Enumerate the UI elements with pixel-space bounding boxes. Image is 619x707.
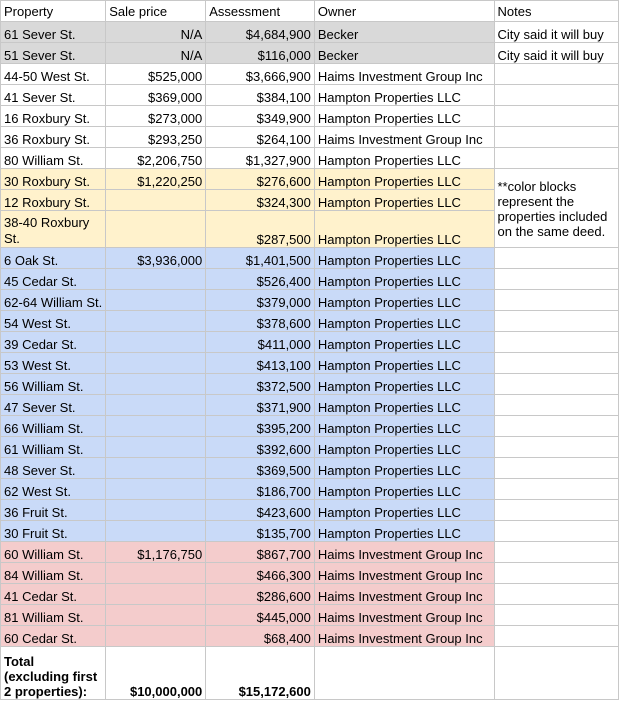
- cell-sale-price[interactable]: [106, 353, 206, 374]
- header-owner[interactable]: Owner: [314, 1, 494, 22]
- cell-notes[interactable]: City said it will buy: [494, 43, 619, 64]
- cell-owner[interactable]: Haims Investment Group Inc: [314, 584, 494, 605]
- cell-owner[interactable]: Hampton Properties LLC: [314, 311, 494, 332]
- cell-notes[interactable]: [494, 290, 619, 311]
- cell-assessment[interactable]: $411,000: [206, 332, 315, 353]
- cell-assessment[interactable]: $349,900: [206, 106, 315, 127]
- cell-assessment[interactable]: $372,500: [206, 374, 315, 395]
- cell-property[interactable]: 61 William St.: [1, 437, 106, 458]
- table-row: [1, 542, 619, 563]
- cell-property[interactable]: 48 Sever St.: [1, 458, 106, 479]
- cell-property[interactable]: 44-50 West St.: [1, 64, 106, 85]
- cell-owner[interactable]: Hampton Properties LLC: [314, 332, 494, 353]
- cell-owner[interactable]: Hampton Properties LLC: [314, 148, 494, 169]
- cell-owner[interactable]: Hampton Properties LLC: [314, 290, 494, 311]
- table-row: [1, 416, 619, 437]
- cell-assessment[interactable]: $1,327,900: [206, 148, 315, 169]
- cell-assessment[interactable]: $287,500: [206, 211, 315, 248]
- cell-notes[interactable]: [494, 626, 619, 647]
- cell-sale-price[interactable]: [106, 311, 206, 332]
- cell-assessment[interactable]: $324,300: [206, 190, 315, 211]
- cell-property[interactable]: 56 William St.: [1, 374, 106, 395]
- cell-assessment[interactable]: $423,600: [206, 500, 315, 521]
- table-row: [1, 85, 619, 106]
- cell-owner[interactable]: Hampton Properties LLC: [314, 106, 494, 127]
- cell-sale-price[interactable]: [106, 269, 206, 290]
- total-label[interactable]: Total (excluding first 2 properties):: [1, 647, 106, 700]
- cell-sale-price[interactable]: N/A: [106, 43, 206, 64]
- cell-property[interactable]: 60 Cedar St.: [1, 626, 106, 647]
- cell-sale-price[interactable]: $3,936,000: [106, 248, 206, 269]
- header-row: [1, 1, 619, 22]
- cell-assessment[interactable]: $186,700: [206, 479, 315, 500]
- cell-sale-price[interactable]: $1,176,750: [106, 542, 206, 563]
- table-row: [1, 332, 619, 353]
- cell-sale-price[interactable]: [106, 395, 206, 416]
- header-notes[interactable]: Notes: [494, 1, 619, 22]
- cell-notes[interactable]: City said it will buy: [494, 22, 619, 43]
- cell-property[interactable]: 30 Roxbury St.: [1, 169, 106, 190]
- cell-notes[interactable]: [494, 521, 619, 542]
- cell-notes[interactable]: [494, 64, 619, 85]
- cell-assessment[interactable]: $867,700: [206, 542, 315, 563]
- cell-sale-price[interactable]: $525,000: [106, 64, 206, 85]
- cell-sale-price[interactable]: [106, 437, 206, 458]
- cell-property[interactable]: 54 West St.: [1, 311, 106, 332]
- cell-sale-price[interactable]: [106, 211, 206, 248]
- table-row: [1, 43, 619, 64]
- cell-owner[interactable]: Hampton Properties LLC: [314, 353, 494, 374]
- cell-assessment[interactable]: $466,300: [206, 563, 315, 584]
- cell-property[interactable]: 12 Roxbury St.: [1, 190, 106, 211]
- cell-property[interactable]: 45 Cedar St.: [1, 269, 106, 290]
- table-row: [1, 605, 619, 626]
- cell-owner[interactable]: Hampton Properties LLC: [314, 269, 494, 290]
- cell-assessment[interactable]: $3,666,900: [206, 64, 315, 85]
- total-sale-price[interactable]: $10,000,000: [106, 647, 206, 700]
- cell-owner[interactable]: Haims Investment Group Inc: [314, 127, 494, 148]
- cell-assessment[interactable]: $413,100: [206, 353, 315, 374]
- cell-sale-price[interactable]: $273,000: [106, 106, 206, 127]
- cell-sale-price[interactable]: [106, 416, 206, 437]
- cell-property[interactable]: 62 West St.: [1, 479, 106, 500]
- cell-owner[interactable]: Hampton Properties LLC: [314, 169, 494, 190]
- table-row: [1, 584, 619, 605]
- cell-sale-price[interactable]: [106, 458, 206, 479]
- cell-property[interactable]: 60 William St.: [1, 542, 106, 563]
- cell-assessment[interactable]: $135,700: [206, 521, 315, 542]
- cell-property[interactable]: 81 William St.: [1, 605, 106, 626]
- cell-property[interactable]: 30 Fruit St.: [1, 521, 106, 542]
- cell-property[interactable]: 80 William St.: [1, 148, 106, 169]
- cell-assessment[interactable]: $526,400: [206, 269, 315, 290]
- cell-notes[interactable]: [494, 148, 619, 169]
- cell-notes[interactable]: [494, 106, 619, 127]
- cell-assessment[interactable]: $264,100: [206, 127, 315, 148]
- cell-notes[interactable]: [494, 437, 619, 458]
- cell-assessment[interactable]: $384,100: [206, 85, 315, 106]
- cell-sale-price[interactable]: [106, 374, 206, 395]
- cell-owner[interactable]: Hampton Properties LLC: [314, 479, 494, 500]
- cell-assessment[interactable]: $371,900: [206, 395, 315, 416]
- cell-assessment[interactable]: $4,684,900: [206, 22, 315, 43]
- cell-owner[interactable]: Hampton Properties LLC: [314, 190, 494, 211]
- table-row: [1, 290, 619, 311]
- cell-assessment[interactable]: $445,000: [206, 605, 315, 626]
- cell-notes[interactable]: [494, 269, 619, 290]
- cell-notes[interactable]: [494, 311, 619, 332]
- cell-sale-price[interactable]: [106, 563, 206, 584]
- cell-notes[interactable]: [494, 127, 619, 148]
- cell-assessment[interactable]: $392,600: [206, 437, 315, 458]
- cell-sale-price[interactable]: [106, 605, 206, 626]
- cell-sale-price[interactable]: [106, 290, 206, 311]
- cell-owner[interactable]: Hampton Properties LLC: [314, 211, 494, 248]
- cell-assessment[interactable]: $379,000: [206, 290, 315, 311]
- cell-property[interactable]: 41 Cedar St.: [1, 584, 106, 605]
- table-row: [1, 500, 619, 521]
- cell-property[interactable]: 62-64 William St.: [1, 290, 106, 311]
- cell-notes[interactable]: [494, 563, 619, 584]
- table-row: [1, 374, 619, 395]
- cell-notes[interactable]: [494, 332, 619, 353]
- table-row: [1, 458, 619, 479]
- table-row: [1, 521, 619, 542]
- cell-owner[interactable]: Haims Investment Group Inc: [314, 542, 494, 563]
- cell-property[interactable]: 47 Sever St.: [1, 395, 106, 416]
- cell-property[interactable]: 84 William St.: [1, 563, 106, 584]
- cell-owner[interactable]: Hampton Properties LLC: [314, 458, 494, 479]
- table-row: [1, 311, 619, 332]
- cell-notes[interactable]: [494, 353, 619, 374]
- cell-sale-price[interactable]: N/A: [106, 22, 206, 43]
- cell-owner[interactable]: Hampton Properties LLC: [314, 374, 494, 395]
- cell-notes[interactable]: [494, 479, 619, 500]
- cell-property[interactable]: 38-40 Roxbury St.: [1, 211, 106, 248]
- cell-property[interactable]: 6 Oak St.: [1, 248, 106, 269]
- cell-owner[interactable]: Hampton Properties LLC: [314, 85, 494, 106]
- cell-sale-price[interactable]: $293,250: [106, 127, 206, 148]
- cell-owner[interactable]: Haims Investment Group Inc: [314, 64, 494, 85]
- cell-notes[interactable]: [494, 374, 619, 395]
- cell-property[interactable]: 51 Sever St.: [1, 43, 106, 64]
- cell-assessment[interactable]: $1,401,500: [206, 248, 315, 269]
- cell-owner[interactable]: Haims Investment Group Inc: [314, 605, 494, 626]
- cell-assessment[interactable]: $68,400: [206, 626, 315, 647]
- cell-notes[interactable]: [494, 248, 619, 269]
- cell-notes[interactable]: [494, 542, 619, 563]
- table-row: [1, 269, 619, 290]
- table-row: [1, 626, 619, 647]
- cell-sale-price[interactable]: [106, 190, 206, 211]
- cell-sale-price[interactable]: [106, 500, 206, 521]
- cell-notes[interactable]: [494, 85, 619, 106]
- cell-sale-price[interactable]: [106, 479, 206, 500]
- cell-assessment[interactable]: $395,200: [206, 416, 315, 437]
- header-assessment[interactable]: Assessment: [206, 1, 315, 22]
- deed-color-note[interactable]: **color blocks represent the properties included on the same deed.: [494, 169, 619, 248]
- cell-owner[interactable]: Hampton Properties LLC: [314, 395, 494, 416]
- cell-property[interactable]: 16 Roxbury St.: [1, 106, 106, 127]
- cell-property[interactable]: 36 Roxbury St.: [1, 127, 106, 148]
- total-assessment[interactable]: $15,172,600: [206, 647, 315, 700]
- table-row: [1, 169, 619, 190]
- cell-owner[interactable]: Becker: [314, 22, 494, 43]
- table-row: [1, 563, 619, 584]
- cell-notes[interactable]: [494, 605, 619, 626]
- total-row: [1, 647, 619, 700]
- cell-property[interactable]: 36 Fruit St.: [1, 500, 106, 521]
- cell-owner[interactable]: Hampton Properties LLC: [314, 521, 494, 542]
- table-row: [1, 395, 619, 416]
- cell-owner[interactable]: Haims Investment Group Inc: [314, 563, 494, 584]
- cell-notes[interactable]: [494, 416, 619, 437]
- cell-sale-price[interactable]: $1,220,250: [106, 169, 206, 190]
- cell-owner[interactable]: Haims Investment Group Inc: [314, 626, 494, 647]
- cell-assessment[interactable]: $276,600: [206, 169, 315, 190]
- cell-owner[interactable]: Becker: [314, 43, 494, 64]
- cell-sale-price[interactable]: [106, 584, 206, 605]
- table-row: [1, 248, 619, 269]
- cell-assessment[interactable]: $116,000: [206, 43, 315, 64]
- table-row: [1, 437, 619, 458]
- table-row: [1, 353, 619, 374]
- cell-notes[interactable]: [494, 458, 619, 479]
- cell-owner[interactable]: Hampton Properties LLC: [314, 248, 494, 269]
- cell-owner[interactable]: Hampton Properties LLC: [314, 416, 494, 437]
- cell-property[interactable]: 41 Sever St.: [1, 85, 106, 106]
- cell-property[interactable]: 39 Cedar St.: [1, 332, 106, 353]
- cell-notes[interactable]: [494, 500, 619, 521]
- cell-owner[interactable]: Hampton Properties LLC: [314, 500, 494, 521]
- header-property[interactable]: Property: [1, 1, 106, 22]
- total-notes-empty[interactable]: [494, 647, 619, 700]
- total-owner-empty[interactable]: [314, 647, 494, 700]
- header-sale-price[interactable]: Sale price: [106, 1, 206, 22]
- cell-assessment[interactable]: $286,600: [206, 584, 315, 605]
- table-row: [1, 479, 619, 500]
- cell-owner[interactable]: Hampton Properties LLC: [314, 437, 494, 458]
- cell-sale-price[interactable]: $2,206,750: [106, 148, 206, 169]
- table-row: [1, 106, 619, 127]
- cell-sale-price[interactable]: $369,000: [106, 85, 206, 106]
- cell-assessment[interactable]: $369,500: [206, 458, 315, 479]
- cell-sale-price[interactable]: [106, 521, 206, 542]
- table-row: [1, 148, 619, 169]
- cell-property[interactable]: 61 Sever St.: [1, 22, 106, 43]
- cell-sale-price[interactable]: [106, 332, 206, 353]
- cell-assessment[interactable]: $378,600: [206, 311, 315, 332]
- cell-property[interactable]: 53 West St.: [1, 353, 106, 374]
- cell-notes[interactable]: [494, 395, 619, 416]
- cell-notes[interactable]: [494, 584, 619, 605]
- cell-property[interactable]: 66 William St.: [1, 416, 106, 437]
- cell-sale-price[interactable]: [106, 626, 206, 647]
- table-row: [1, 64, 619, 85]
- table-row: [1, 127, 619, 148]
- table-row: [1, 22, 619, 43]
